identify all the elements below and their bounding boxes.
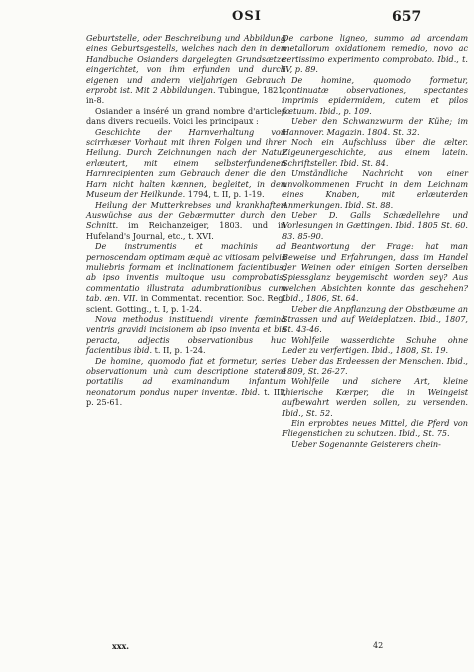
- citation-tail: 1794, t. II, p. 1-19.: [185, 189, 265, 200]
- footer-mark: xxx.: [112, 641, 130, 651]
- entry-title: Ueber Sogenannte Geisterers chein-: [291, 438, 441, 449]
- entry-paragraph: [282, 356, 468, 377]
- entry-paragraph: [86, 200, 286, 242]
- entry-title: De carbone ligneo, summo ad arcendam metallorum oxidationem remedio, novo ac certissimo experimento comprobato. Ibid., t. IV, p. 89.: [282, 33, 468, 75]
- signature-mark: 42: [373, 641, 384, 650]
- entry-title: Wohlfeile und sichere Art, kleine thierische Kærper, die in Weingeist aufbewahrt werden sollen, zu versenden. Ibid., St. 52.: [282, 376, 468, 418]
- entry-title: Geburtstelle, oder Beschreibung und Abbildung eines Geburtsgestells, welches nach den in den Handbuche Osianders dargelegten Grundsætze eingerichtet, von ihm erfunden und durch eigenen und andern vieljahrigen Gebrauch erprobt ist. Mit 2 Abbildungen.: [86, 33, 286, 96]
- citation-tail: im Reichanzeiger, 1803. und in Hufeland's Journal, etc., t. XVI.: [86, 220, 286, 241]
- entry-title: Heilung der Mutterkrebses und krankhaften Auswüchse aus der Gebærmutter durch den Schnitt.: [86, 199, 286, 231]
- entry-title: Geschichte der Harnverhaltung von scirrhæser Vorhaut mit ihren Folgen und ihrer Heilung. Durch Zeichnungen nach der Natur erlæutert, mit einem selbsterfundenen Harnrecipienten zum Gebrauch dener die den Harn nicht halten kænnen, begleitet, in den Museum der Heilkunde.: [86, 126, 286, 200]
- citation-tail: t. II, p. 1-24.: [152, 345, 206, 356]
- entry-paragraph: [282, 241, 468, 303]
- entry-title: Noch ein Aufschluss über die ælter. Zigeunergeschichte, aus einem latein. Schriftsteller. Ibid. St. 84.: [282, 137, 468, 168]
- entry-paragraph: [282, 116, 468, 137]
- entry-title: Beantwortung der Frage: hat man Beweise und Erfahrungen, dass im Handel der Weinen oder einigen Sorten derselben Spiessglanz beygemischt worden sey? Aus welchen Absichten konnte das geschehen? Ibid., 1806, St. 64.: [282, 241, 468, 304]
- entry-paragraph: [282, 376, 468, 418]
- entry-title: Ueber die Anpflanzung der Obstbæume an Strassen und auf Weideplatzen. Ibid., 1807, St. 43-46.: [282, 303, 468, 335]
- entry-paragraph: [282, 75, 468, 117]
- entry-paragraph: [282, 168, 468, 210]
- entry-paragraph: [86, 127, 286, 200]
- entry-paragraph: [282, 137, 468, 168]
- entry-title: Ueber D. Galls Schædellehre und Vorlesungen in Gættingen. Ibid. 1805 St. 60. 83. 85-90.: [282, 209, 468, 241]
- entry-title: De homine, quomodo fiat et formetur, series observationum unà cum descriptione stateræ portatilis ad examinandum infantum neonatorum pondus nuper inventæ. Ibid.: [86, 355, 286, 397]
- running-head: OSI: [232, 9, 262, 24]
- entry-title: Ueber das Erdeessen der Menschen. Ibid., 1809, St. 26-27.: [282, 355, 468, 376]
- citation-tail: Tubingue, 1821, in-8.: [86, 85, 286, 106]
- entry-paragraph: [282, 439, 468, 449]
- entry-title: Wohlfeile wasserdichte Schuhe ohne Leder zu verfertigen. Ibid., 1808, St. 19.: [282, 334, 468, 356]
- page-number: 657: [392, 9, 422, 25]
- entry-title: Ein erprobtes neues Mittel, die Pferd von Fliegenstichen zu schutzen. Ibid., St. 75.: [282, 418, 468, 439]
- entry-paragraph: [86, 314, 286, 356]
- entry-title: Nova methodus instituendi virente fœminà ventris gravidi incisionem ab ipso inventa et bis peracta, adjectis observationibus huc facientibus ibid.: [86, 313, 286, 356]
- entry-paragraph: [282, 304, 468, 335]
- right-column: [282, 33, 468, 449]
- entry-paragraph: [86, 241, 286, 314]
- citation-tail: in Commentat. recentior. Soc. Reg. scient. Gotting., t. I, p. 1-24.: [86, 293, 286, 314]
- left-column: [86, 33, 286, 408]
- entry-title: De homine, quomodo formetur, continuatæ observationes, spectantes imprimis epidermidem, cutem et pilos fœtuum. Ibid., p. 109.: [282, 74, 468, 116]
- entry-paragraph: [282, 418, 468, 439]
- entry-paragraph: [86, 356, 286, 408]
- entry-paragraph: [282, 335, 468, 356]
- entry-paragraph: [282, 33, 468, 75]
- entry-text: Osiander a inséré un grand nombre d'articles dans divers recueils. Voici les principaux :: [86, 105, 286, 127]
- entry-title: De instrumentis et machinis ad pernoscendam optimam æquè ac vitiosam pelvis muliebris formam et inclinationem facientibus, ab ipso inventis multoque usu comprobatis, commentatio illustrata adumbrationibus cum tab. æn. VII.: [86, 241, 286, 304]
- citation-tail: t. III, p. 25-61.: [86, 386, 286, 408]
- entry-paragraph: [86, 33, 286, 106]
- entry-paragraph: [282, 210, 468, 241]
- entry-paragraph: [86, 106, 286, 127]
- entry-title: Ueber den Schwanzwurm der Kühe; im Hannover. Magazin. 1804. St. 32.: [282, 116, 468, 137]
- entry-title: Umständliche Nachricht von einer unvolkommenen Frucht in dem Leichnam eines Knaben, mit erlæuterden Anmerkungen. Ibid. St. 88.: [282, 168, 468, 210]
